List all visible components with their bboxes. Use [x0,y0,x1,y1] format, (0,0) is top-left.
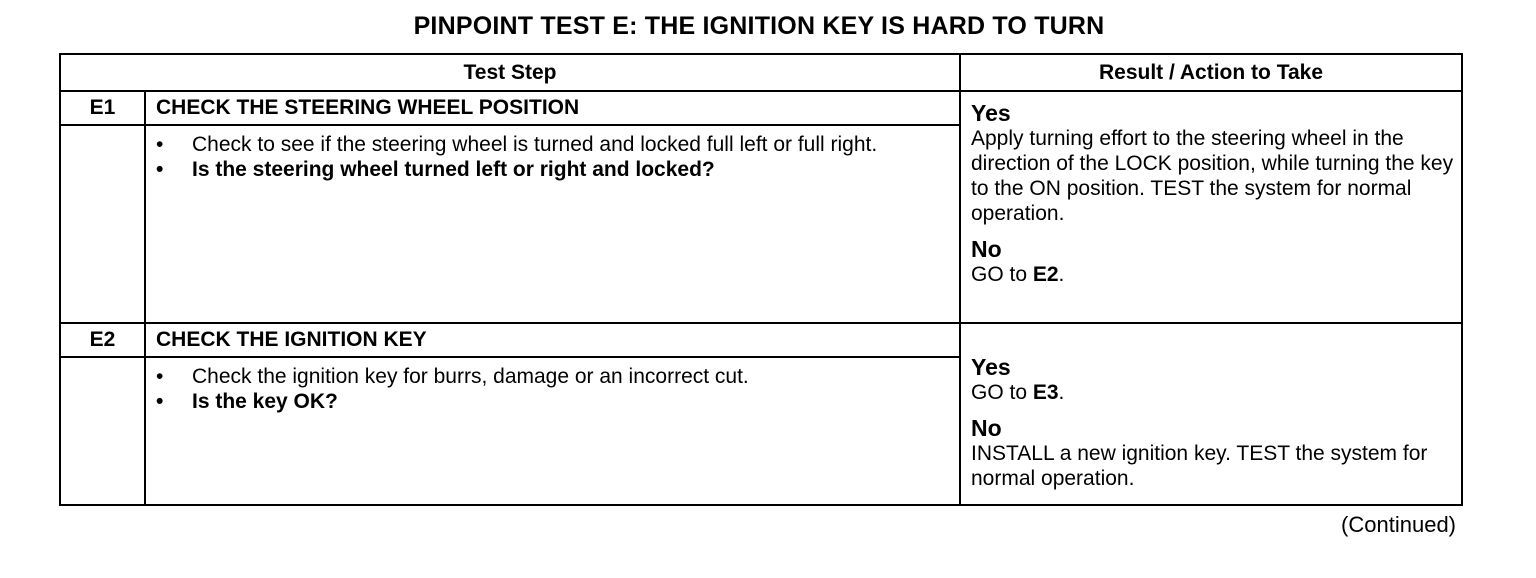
yes-text-e1: Apply turning effort to the steering wheel in the direction of the LOCK position, while turning the key to the ON position. TEST the system for normal operation. [971,127,1454,225]
bullet-icon: • [156,365,164,388]
step-e1-id-spacer [60,125,145,323]
bullet-item-e2-1 [156,364,919,389]
no-text-e1-ref: E2 [1032,263,1059,286]
no-text-e1-post: . [1058,263,1065,286]
bullet-text-e2-1: Check the ignition key for burrs, damage or an incorrect cut. [192,365,749,388]
no-text-e1 [971,262,1457,287]
no-block-e1 [971,236,1457,287]
no-label-e1: No [971,236,1002,262]
no-text-e1-pre: GO to [971,263,1033,286]
page-title: PINPOINT TEST E: THE IGNITION KEY IS HARD TO TURN [413,12,1105,40]
yes-label-e2: Yes [971,354,1011,380]
bullet-icon: • [156,133,164,156]
step-id-e2: E2 [60,323,145,357]
bullet-item-e1-1 [156,132,919,157]
yes-label-e1: Yes [971,100,1011,126]
step-body-e2 [145,357,960,505]
bullet-icon: • [156,158,164,181]
step-title-e2: CHECK THE IGNITION KEY [145,323,960,357]
bullet-text-e1-2: Is the steering wheel turned left or right and locked? [192,158,715,181]
yes-text-e2-pre: GO to [971,381,1033,404]
step-id-e1: E1 [60,91,145,125]
yes-text-e2-post: . [1058,381,1065,404]
bullet-icon: • [156,390,164,413]
test-step-header: Test Step [60,54,960,91]
bullet-text-e2-2: Is the key OK? [192,390,338,413]
yes-text-e2 [971,380,1457,405]
header-row [60,54,1462,91]
bullet-list-e1 [156,132,919,182]
continued-note: (Continued) [1341,512,1456,537]
bullet-item-e2-2 [156,389,919,414]
yes-text-e2-ref: E3 [1032,381,1059,404]
yes-block-e1 [971,100,1457,226]
bullet-text-e1-1: Check to see if the steering wheel is turned and locked full left or full right. [192,133,878,156]
no-label-e2: No [971,415,1002,441]
yes-block-e2 [971,354,1457,405]
step-body-e1 [145,125,960,323]
step-e2-title-row [60,323,1462,357]
pinpoint-test-table [59,53,1463,506]
bullet-item-e1-2 [156,157,919,182]
no-block-e2 [971,415,1457,491]
bullet-list-e2 [156,364,919,414]
step-title-e1: CHECK THE STEERING WHEEL POSITION [145,91,960,125]
result-header: Result / Action to Take [960,54,1462,91]
no-text-e2: INSTALL a new ignition key. TEST the system for normal operation. [971,442,1428,490]
step-e2-id-spacer [60,357,145,505]
step-e1-title-row [60,91,1462,125]
result-e2 [960,323,1462,505]
result-e1 [960,91,1462,323]
